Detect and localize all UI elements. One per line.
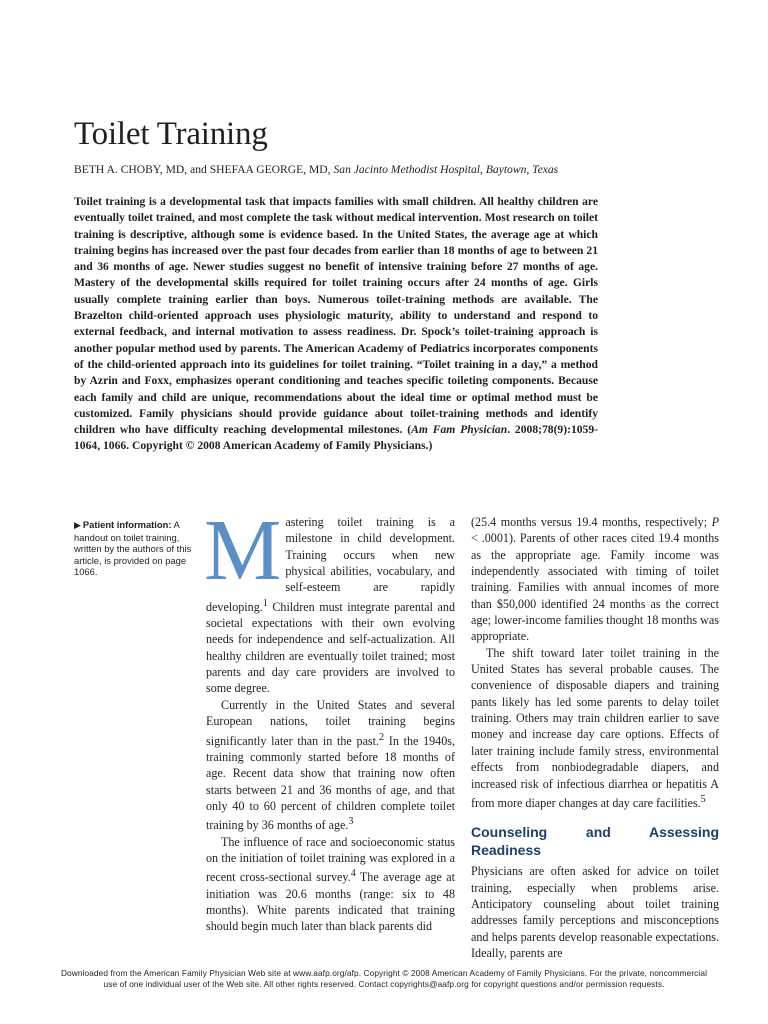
- paragraph-shift: [471, 645, 719, 811]
- author-affiliation: San Jacinto Methodist Hospital, Baytown, Texas: [333, 163, 559, 176]
- trends-text-rest: In the 1940s, training commonly started before 18 months of age. Recent data show that training now often starts between 21 and 36 months of age, and that only 40 to 60 percent of children complete toilet training by 36 months of age.: [206, 733, 455, 833]
- p-value-symbol: P: [711, 515, 719, 529]
- patient-info-sidenote: [74, 519, 192, 578]
- citation-details: . 2008;78(9):1059-1064, 1066. Copyright © 2008 American Academy of Family Physicians.): [74, 423, 598, 453]
- paragraph-race-continued: [471, 514, 719, 645]
- triangle-right-icon: ▶: [74, 520, 81, 530]
- abstract-text: Toilet training is a developmental task that impacts families with small children. All healthy children are eventually toilet trained, and most complete the task without medical intervention. Most research on toilet training is descriptive, although some is evidence based. In the United States, the average age at which training begins has increased over the past four decades from earlier than 18 months of age to between 21 and 36 months of age. Newer studies suggest no benefit of intensive training before 27 months of age. Mastery of the developmental skills required for toilet training occurs after 24 months of age. Girls usually complete training earlier than boys. Numerous toilet-training methods are available. The Brazelton child-oriented approach uses physiologic maturity, ability to understand and respond to external feedback, and internal motivation to assess readiness. Dr. Spock’s toilet-training approach is another popular method used by parents. The American Academy of Pediatrics incorporates components of the child-oriented approach into its guidelines for toilet training. “Toilet training in a day,” a method by Azrin and Foxx, emphasizes operant conditioning and teaches specific toileting components. Because each family and child are unique, recommendations about the ideal time or optimal method must be customized. Family physicians should provide guidance about toilet-training methods and identify children who have difficulty reaching developmental milestones. (: [74, 195, 598, 437]
- race-cont-text-rest: < .0001). Parents of other races cited 19.4 months as the appropriate age. Family income was independently associated with timing of toilet training. Families with annual incomes of more than $50,000 identified 24 months as the correct age; lower-income families thought 18 months was appropriate.: [471, 531, 719, 644]
- intro-text-rest: Children must integrate parental and societal expectations with their own evolving needs for independence and self-actualization. All healthy children are eventually toilet trained; most parents and day care providers are involved to some degree.: [206, 599, 455, 696]
- body-column-1: [204, 501, 456, 935]
- intro-text: astering toilet training is a milestone in child development. Training occurs when new physical abilities, vocabulary, and self-esteem are rapidly developing.: [206, 515, 455, 614]
- paragraph-race: [206, 834, 455, 935]
- author-names: BETH A. CHOBY, MD, and SHEFAA GEORGE, MD,: [74, 163, 331, 176]
- race-cont-text: (25.4 months versus 19.4 months, respectively;: [471, 515, 712, 529]
- paragraph-intro: [204, 501, 455, 697]
- reference-5[interactable]: 5: [700, 793, 706, 805]
- section-heading-counseling: Counseling and Assessing Readiness: [471, 824, 719, 859]
- drop-cap: M: [204, 501, 282, 598]
- sidenote-heading: Patient information:: [82, 519, 172, 530]
- body-column-2: [471, 514, 719, 961]
- copyright-footer: [30, 968, 738, 990]
- race-text-rest: The average age at initiation was 20.6 months (range: six to 48 months). White parents indicated that training should begin much later than black parents did: [206, 870, 456, 934]
- reference-3[interactable]: 3: [348, 816, 354, 828]
- paragraph-trends: [206, 697, 455, 834]
- race-text: The influence of race and socioeconomic status on the initiation of toilet training was explored in a recent cross-sectional survey.: [206, 834, 455, 885]
- article-title: Toilet Training: [74, 116, 268, 152]
- reference-2[interactable]: 2: [379, 731, 385, 743]
- reference-4[interactable]: 4: [350, 868, 356, 880]
- citation-journal: Am Fam Physician: [411, 423, 508, 437]
- shift-text: The shift toward later toilet training in the United States has several probable causes. The convenience of disposable diapers and training pants likely has led some parents to delay toilet training. Others may train children earlier to save money and increase day care options. Effects of later training include family stress, environmental effects from nonbiodegradable diapers, and increased risk of infectious diarrhea or hepatitis A from more diaper changes at day care facilities.: [471, 645, 719, 810]
- trends-text: Currently in the United States and several European nations, toilet training begins significantly later than in the past.: [206, 697, 455, 748]
- abstract: [74, 194, 598, 455]
- reference-1[interactable]: 1: [262, 597, 268, 609]
- footer-line-2: use of one individual user of the Web site. All other rights reserved. Contact copyrights@aafp.org for copyright questions and/or permission requests.: [103, 979, 665, 989]
- paragraph-counseling: Physicians are often asked for advice on toilet training, especially when problems arise. Anticipatory counseling about toilet training addresses family perceptions and misconceptions and helps parents develop reasonable expectations. Ideally, parents are: [471, 864, 719, 960]
- footer-line-1: Downloaded from the American Family Physician Web site at www.aafp.org/afp. Copyright © 2008 American Academy of Family Physicians. For the private, noncommercial: [60, 968, 708, 978]
- sidenote-text: A handout on toilet training, written by the authors of this article, is provided on page 1066.: [74, 519, 192, 578]
- author-line: [74, 163, 558, 176]
